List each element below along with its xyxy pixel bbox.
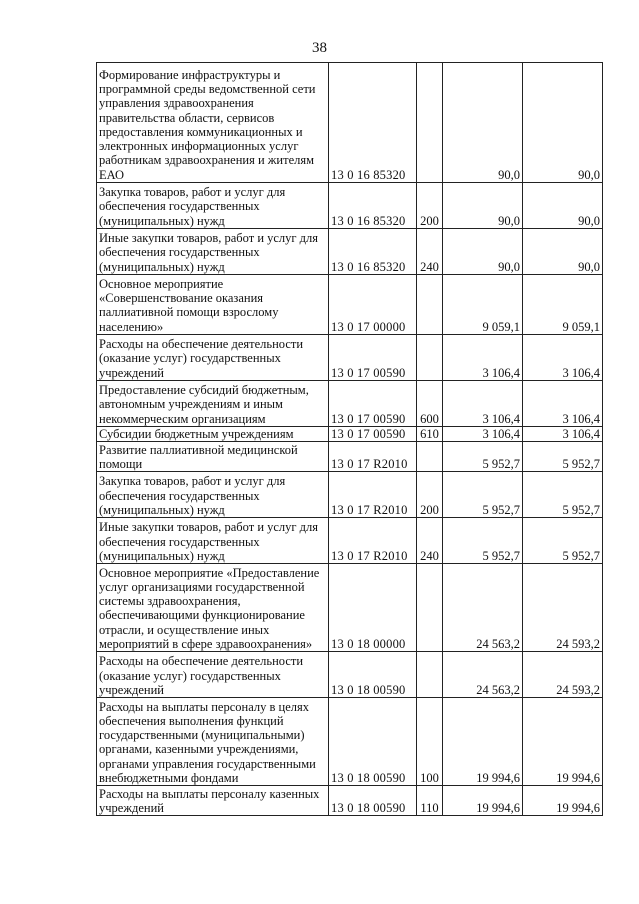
- expense-type-cell: [417, 381, 443, 427]
- expense-name-cell: [97, 564, 329, 652]
- expense-name-cell: [97, 335, 329, 381]
- target-code-cell: [329, 564, 417, 652]
- expense-type-cell: [417, 63, 443, 183]
- target-code-cell: [329, 472, 417, 518]
- expense-name-cell: [97, 275, 329, 335]
- expense-type-text: 610: [420, 427, 439, 441]
- expense-type-cell: [417, 698, 443, 786]
- table-row: [97, 335, 603, 381]
- expense-type-text: 240: [420, 259, 439, 274]
- target-code-cell: [329, 229, 417, 275]
- target-code-cell: [329, 427, 417, 442]
- target-code-text: 13 0 16 85320: [331, 213, 406, 228]
- table-row: [97, 518, 603, 564]
- expense-name-text: Предоставление субсидий бюджетным, автономным учреждениям и иным некоммерческим организациям: [99, 383, 309, 426]
- target-code-text: 13 0 18 00590: [331, 801, 406, 815]
- target-code-cell: [329, 275, 417, 335]
- expense-type-cell: [417, 427, 443, 442]
- amount-text-1: 5 952,7: [482, 457, 520, 471]
- amount-text-1: 5 952,7: [482, 549, 520, 563]
- expense-name-text: Субсидии бюджетным учреждениям: [99, 427, 294, 441]
- amount-cell-2: [523, 229, 603, 275]
- target-code-cell: [329, 786, 417, 816]
- amount-text-2: 90,0: [578, 259, 600, 274]
- expense-name-cell: [97, 63, 329, 183]
- budget-table: [96, 62, 603, 816]
- amount-text-2: 19 994,6: [556, 801, 600, 815]
- table-row: [97, 564, 603, 652]
- amount-text-1: 19 994,6: [476, 771, 520, 785]
- amount-cell-1: [443, 442, 523, 472]
- amount-text-2: 5 952,7: [562, 549, 600, 563]
- target-code-cell: [329, 381, 417, 427]
- expense-type-cell: [417, 229, 443, 275]
- target-code-text: 13 0 17 R2010: [331, 457, 408, 471]
- amount-cell-1: [443, 652, 523, 698]
- target-code-cell: [329, 183, 417, 229]
- amount-text-1: 3 106,4: [482, 365, 520, 380]
- amount-cell-1: [443, 335, 523, 381]
- amount-text-2: 90,0: [578, 213, 600, 228]
- amount-text-2: 9 059,1: [562, 319, 600, 334]
- expense-type-text: 110: [420, 801, 439, 815]
- table-row: [97, 275, 603, 335]
- target-code-text: 13 0 17 00590: [331, 411, 406, 426]
- amount-text-1: 90,0: [498, 167, 520, 182]
- table-row: [97, 183, 603, 229]
- table-row: [97, 229, 603, 275]
- expense-type-text: 600: [420, 411, 439, 426]
- budget-table-body: [97, 63, 603, 816]
- amount-cell-2: [523, 518, 603, 564]
- amount-text-1: 3 106,4: [482, 411, 520, 426]
- amount-text-1: 19 994,6: [476, 801, 520, 815]
- amount-text-2: 19 994,6: [556, 771, 600, 785]
- expense-name-text: Закупка товаров, работ и услуг для обеспечения государственных (муниципальных) нужд: [99, 474, 286, 517]
- amount-cell-2: [523, 275, 603, 335]
- page-number: 38: [312, 40, 327, 56]
- amount-cell-2: [523, 442, 603, 472]
- amount-text-1: 5 952,7: [482, 503, 520, 517]
- expense-name-cell: [97, 652, 329, 698]
- table-row: [97, 442, 603, 472]
- expense-name-cell: [97, 442, 329, 472]
- expense-name-text: Расходы на выплаты персоналу казенных учреждений: [99, 786, 320, 815]
- amount-text-1: 24 563,2: [476, 637, 520, 651]
- amount-text-2: 24 593,2: [556, 637, 600, 651]
- expense-name-text: Иные закупки товаров, работ и услуг для обеспечения государственных (муниципальных) нужд: [99, 231, 319, 274]
- amount-cell-1: [443, 427, 523, 442]
- target-code-text: 13 0 16 85320: [331, 167, 406, 182]
- expense-name-text: Иные закупки товаров, работ и услуг для обеспечения государственных (муниципальных) нужд: [99, 520, 319, 563]
- amount-cell-1: [443, 698, 523, 786]
- amount-cell-2: [523, 381, 603, 427]
- target-code-cell: [329, 652, 417, 698]
- amount-cell-1: [443, 229, 523, 275]
- amount-text-2: 3 106,4: [562, 365, 600, 380]
- amount-cell-1: [443, 564, 523, 652]
- expense-name-cell: [97, 786, 329, 816]
- table-row: [97, 472, 603, 518]
- amount-text-1: 24 563,2: [476, 683, 520, 697]
- expense-type-cell: [417, 786, 443, 816]
- expense-type-text: 200: [420, 503, 439, 517]
- expense-type-cell: [417, 335, 443, 381]
- expense-type-cell: [417, 275, 443, 335]
- target-code-text: 13 0 16 85320: [331, 259, 406, 274]
- amount-text-2: 3 106,4: [562, 411, 600, 426]
- expense-type-text: 200: [420, 213, 439, 228]
- target-code-text: 13 0 18 00000: [331, 637, 406, 651]
- table-row: [97, 652, 603, 698]
- target-code-text: 13 0 17 00590: [331, 427, 406, 441]
- amount-cell-2: [523, 427, 603, 442]
- expense-type-cell: [417, 564, 443, 652]
- expense-name-cell: [97, 229, 329, 275]
- amount-cell-2: [523, 564, 603, 652]
- amount-text-2: 3 106,4: [562, 427, 600, 441]
- amount-cell-2: [523, 652, 603, 698]
- target-code-cell: [329, 518, 417, 564]
- table-row: [97, 381, 603, 427]
- amount-cell-1: [443, 786, 523, 816]
- table-row: [97, 786, 603, 816]
- amount-cell-1: [443, 275, 523, 335]
- expense-name-text: Развитие паллиативной медицинской помощи: [99, 442, 298, 471]
- expense-name-text: Основное мероприятие «Совершенствование оказания паллиативной помощи взрослому населению»: [99, 276, 279, 334]
- expense-type-text: 240: [420, 549, 439, 563]
- expense-name-cell: [97, 698, 329, 786]
- target-code-cell: [329, 442, 417, 472]
- target-code-text: 13 0 17 R2010: [331, 503, 408, 517]
- amount-text-2: 5 952,7: [562, 457, 600, 471]
- amount-text-1: 90,0: [498, 213, 520, 228]
- amount-text-1: 9 059,1: [482, 319, 520, 334]
- target-code-cell: [329, 698, 417, 786]
- target-code-text: 13 0 18 00590: [331, 683, 406, 697]
- expense-name-cell: [97, 472, 329, 518]
- table-row: [97, 427, 603, 442]
- amount-cell-2: [523, 183, 603, 229]
- amount-text-1: 90,0: [498, 259, 520, 274]
- expense-type-cell: [417, 518, 443, 564]
- expense-type-cell: [417, 472, 443, 518]
- amount-text-1: 3 106,4: [482, 427, 520, 441]
- amount-cell-1: [443, 381, 523, 427]
- target-code-text: 13 0 17 R2010: [331, 549, 408, 563]
- amount-cell-1: [443, 183, 523, 229]
- amount-cell-2: [523, 63, 603, 183]
- amount-cell-1: [443, 472, 523, 518]
- amount-cell-2: [523, 335, 603, 381]
- expense-name-cell: [97, 518, 329, 564]
- table-row: [97, 698, 603, 786]
- amount-text-2: 90,0: [578, 167, 600, 182]
- expense-type-cell: [417, 652, 443, 698]
- expense-type-text: 100: [420, 771, 439, 785]
- expense-name-cell: [97, 381, 329, 427]
- amount-cell-1: [443, 63, 523, 183]
- amount-cell-2: [523, 472, 603, 518]
- expense-name-text: Формирование инфраструктуры и программной среды ведомственной сети управления здравоохранения правительства области, сервисов предоставления коммуникационных и электронных информационных услуг работникам здравоохранения и жителям ЕАО: [99, 67, 316, 182]
- expense-name-text: Расходы на выплаты персоналу в целях обеспечения выполнения функций государственными (муниципальными) органами, казенными учреждениями, органами управления государственными внебюджетными фондами: [99, 699, 316, 785]
- expense-name-text: Расходы на обеспечение деятельности (оказание услуг) государственных учреждений: [99, 337, 304, 380]
- target-code-cell: [329, 63, 417, 183]
- expense-type-cell: [417, 442, 443, 472]
- amount-cell-1: [443, 518, 523, 564]
- expense-name-text: Закупка товаров, работ и услуг для обеспечения государственных (муниципальных) нужд: [99, 185, 286, 228]
- expense-name-text: Расходы на обеспечение деятельности (оказание услуг) государственных учреждений: [99, 654, 304, 697]
- table-row: [97, 63, 603, 183]
- amount-text-2: 5 952,7: [562, 503, 600, 517]
- expense-name-cell: [97, 183, 329, 229]
- target-code-text: 13 0 17 00590: [331, 365, 406, 380]
- target-code-text: 13 0 18 00590: [331, 771, 406, 785]
- expense-name-cell: [97, 427, 329, 442]
- amount-cell-2: [523, 786, 603, 816]
- expense-name-text: Основное мероприятие «Предоставление услуг организациями государственной системы здравоохранения, обеспечивающими функционирование отрасли, и осуществление иных мероприятий в сфере здравоохранения»: [99, 565, 320, 651]
- expense-type-cell: [417, 183, 443, 229]
- amount-cell-2: [523, 698, 603, 786]
- target-code-cell: [329, 335, 417, 381]
- amount-text-2: 24 593,2: [556, 683, 600, 697]
- target-code-text: 13 0 17 00000: [331, 319, 406, 334]
